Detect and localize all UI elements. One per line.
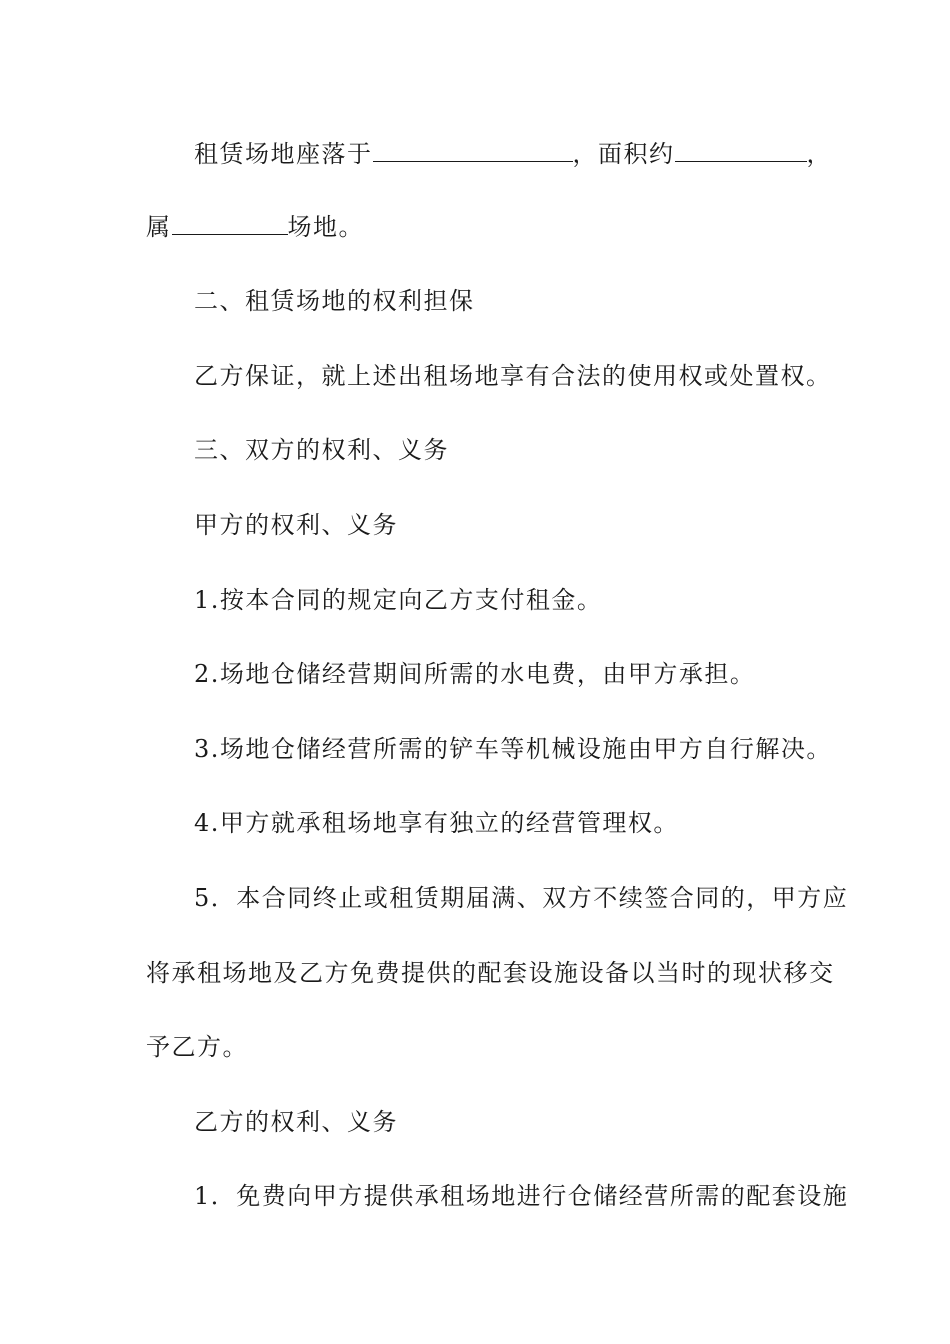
location-blank [373, 141, 573, 162]
ownership-paragraph [146, 212, 826, 242]
area-blank [675, 141, 807, 162]
party-a-item-5-line3: 予乙方。 [146, 1033, 248, 1061]
area-suffix: ， [806, 140, 832, 168]
party-a-item-1: 1.按本合同的规定向乙方支付租金。 [194, 586, 603, 614]
section3-heading: 三、双方的权利、义务 [194, 436, 449, 464]
area-label: ，面积约 [572, 140, 675, 168]
party-b-heading: 乙方的权利、义务 [194, 1108, 398, 1136]
party-b-item-1: 1．免费向甲方提供承租场地进行仓储经营所需的配套设施 [194, 1182, 849, 1210]
section2-heading: 二、租赁场地的权利担保 [194, 287, 475, 315]
party-a-item-5-line2: 将承租场地及乙方免费提供的配套设施设备以当时的现状移交 [146, 959, 835, 987]
location-paragraph [194, 139, 832, 169]
ownership-prefix: 属 [146, 213, 172, 241]
party-a-item-2: 2.场地仓储经营期间所需的水电费，由甲方承担。 [194, 660, 756, 688]
section2-text: 乙方保证，就上述出租场地享有合法的使用权或处置权。 [194, 362, 832, 390]
party-a-item-5-line1: 5．本合同终止或租赁期届满、双方不续签合同的，甲方应 [194, 884, 849, 912]
ownership-suffix: 场地。 [287, 213, 364, 241]
party-a-item-3: 3.场地仓储经营所需的铲车等机械设施由甲方自行解决。 [194, 735, 832, 763]
location-prefix: 租赁场地座落于 [194, 140, 373, 168]
ownership-blank [172, 214, 288, 235]
party-a-heading: 甲方的权利、义务 [194, 511, 398, 539]
party-a-item-4: 4.甲方就承租场地享有独立的经营管理权。 [194, 809, 679, 837]
